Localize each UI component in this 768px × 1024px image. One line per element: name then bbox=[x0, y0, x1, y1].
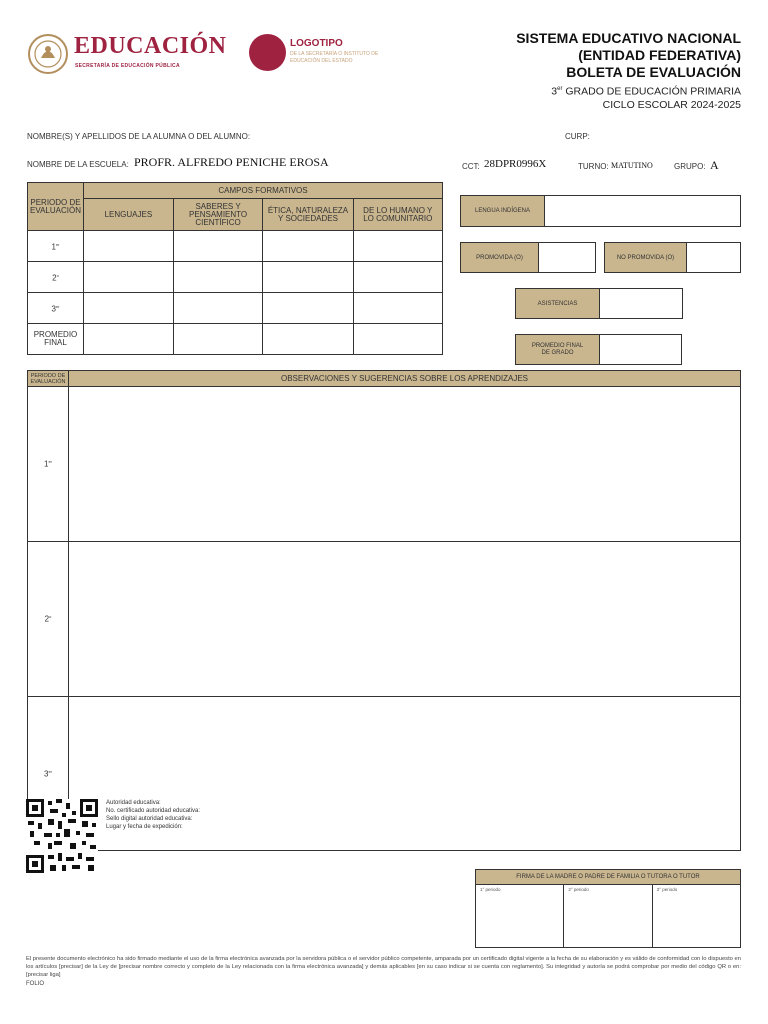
brand-title: EDUCACIÓN bbox=[74, 33, 227, 59]
period-label: 1 bbox=[43, 459, 49, 469]
promovida-label: PROMOVIDA (O) bbox=[476, 254, 523, 261]
period-suffix: er bbox=[48, 459, 52, 465]
cct-label: CCT: bbox=[462, 162, 480, 171]
promedio-final-grado-field[interactable] bbox=[515, 334, 682, 365]
obs-period-1 bbox=[28, 387, 69, 542]
signature-period-2[interactable] bbox=[564, 885, 652, 947]
signature-period-3[interactable] bbox=[653, 885, 740, 947]
grade-cell[interactable] bbox=[173, 262, 263, 293]
observations-table bbox=[27, 370, 741, 851]
period-suffix: er bbox=[55, 303, 60, 309]
promedio-final-row: PROMEDIO FINAL bbox=[28, 324, 84, 355]
signature-period-label: 1° periodo bbox=[480, 887, 501, 892]
period-suffix: o bbox=[56, 272, 59, 278]
period-row-2 bbox=[28, 262, 84, 293]
grade-cell[interactable] bbox=[83, 293, 173, 324]
grade-cell[interactable] bbox=[263, 262, 353, 293]
grade-line bbox=[516, 83, 741, 99]
curp-label: CURP: bbox=[565, 132, 590, 141]
brand-subtitle: SECRETARÍA DE EDUCACIÓN PÚBLICA bbox=[75, 63, 180, 69]
no-promovida-field[interactable] bbox=[604, 242, 741, 273]
period-label: 3 bbox=[43, 769, 49, 779]
promovida-field[interactable] bbox=[460, 242, 596, 273]
grade-cell[interactable] bbox=[83, 231, 173, 262]
asistencias-field[interactable] bbox=[515, 288, 683, 319]
logo-label: LOGOTIPO bbox=[290, 38, 343, 49]
grade-number: 3 bbox=[551, 85, 558, 98]
no-promovida-label-cell bbox=[605, 243, 687, 272]
col-etica: ÉTICA, NATURALEZA Y SOCIEDADES bbox=[263, 199, 353, 231]
grade-cell[interactable] bbox=[173, 324, 263, 355]
title-line-2: (ENTIDAD FEDERATIVA) bbox=[578, 47, 741, 63]
grade-cell[interactable] bbox=[353, 324, 442, 355]
asistencias-label: ASISTENCIAS bbox=[537, 300, 578, 307]
col-lenguajes: LENGUAJES bbox=[83, 199, 173, 231]
signature-period-label: 2° periodo bbox=[568, 887, 589, 892]
place-date-line: Lugar y fecha de expedición: bbox=[106, 824, 183, 830]
grades-table bbox=[27, 182, 443, 355]
turno-label: TURNO: bbox=[578, 162, 609, 171]
school-value: PROFR. ALFREDO PENICHE EROSA bbox=[134, 155, 329, 169]
obs-period-2 bbox=[28, 542, 69, 697]
grade-cell[interactable] bbox=[83, 324, 173, 355]
signature-period-1[interactable] bbox=[476, 885, 564, 947]
signatures-box bbox=[475, 869, 741, 948]
turno-value: MATUTINO bbox=[611, 161, 653, 170]
period-label: 2 bbox=[52, 273, 57, 283]
signatures-header bbox=[476, 870, 740, 885]
title-line-1: SISTEMA EDUCATIVO NACIONAL bbox=[516, 30, 741, 46]
no-promovida-label: NO PROMOVIDA (O) bbox=[616, 254, 675, 261]
promovida-label-cell bbox=[461, 243, 539, 272]
period-row-1 bbox=[28, 231, 84, 262]
promedio-final-label: PROMEDIO FINAL DE GRADO bbox=[531, 342, 584, 356]
period-label: 3 bbox=[51, 304, 56, 314]
grade-cell[interactable] bbox=[353, 262, 442, 293]
document-title-block bbox=[516, 30, 741, 112]
grade-cell[interactable] bbox=[173, 293, 263, 324]
signatures-row bbox=[476, 885, 740, 947]
grade-cell[interactable] bbox=[83, 262, 173, 293]
seal-line: Sello digital autoridad educativa: bbox=[106, 816, 193, 822]
grade-text: GRADO DE EDUCACIÓN PRIMARIA bbox=[565, 85, 741, 98]
grupo-label: GRUPO: bbox=[674, 162, 706, 171]
signature-period-label: 3° periodo bbox=[656, 887, 678, 892]
col-humano: DE LO HUMANO Y LO COMUNITARIO bbox=[353, 199, 442, 231]
certificate-line: No. certificado autoridad educativa: bbox=[106, 808, 201, 814]
authority-line: Autoridad educativa: bbox=[106, 800, 161, 806]
title-line-3: BOLETA DE EVALUACIÓN bbox=[566, 64, 741, 80]
campos-header: CAMPOS FORMATIVOS bbox=[83, 183, 442, 199]
school-label: NOMBRE DE LA ESCUELA: bbox=[27, 160, 129, 169]
legal-notice: El presente documento electrónico ha sido firmado mediante el uso de la firma electrónica avanzada por la servidora pública o el servidor público competente, amparada por un certificado digital vigente a la fecha de su elaboración y es válido de conformidad con lo dispuesto en los artículos [precisar] de la Ley de [precisar nombre correcto y completo de la Ley relacionada con la firma electrónica avanzada] y demás aplicables [en su caso indicar si se cuenta con reglamento]. Su integridad y autoría se podrá comprobar por medio del código QR o en: [precisar liga] bbox=[26, 956, 741, 978]
lengua-indigena-field[interactable] bbox=[460, 195, 741, 227]
grade-cell[interactable] bbox=[353, 293, 442, 324]
lengua-label: LENGUA INDÍGENA bbox=[474, 208, 530, 214]
grade-suffix: er bbox=[557, 86, 563, 92]
sep-logo bbox=[27, 32, 69, 81]
grade-cell[interactable] bbox=[263, 231, 353, 262]
authority-block bbox=[106, 799, 200, 831]
period-suffix: o bbox=[49, 614, 52, 620]
coat-of-arms-icon bbox=[27, 32, 69, 76]
logo-subtitle: DE LA SECRETARÍA O INSTITUTO DE EDUCACIÓN DEL ESTADO bbox=[290, 51, 379, 64]
obs-textarea-1[interactable] bbox=[68, 387, 740, 542]
obs-header: OBSERVACIONES Y SUGERENCIAS SOBRE LOS APRENDIZAJES bbox=[68, 371, 740, 387]
state-logo-placeholder bbox=[249, 34, 286, 71]
period-header: PERIODO DE EVALUACIÓN bbox=[28, 183, 84, 231]
period-label: 2 bbox=[44, 614, 50, 624]
asistencias-label-cell bbox=[516, 289, 600, 318]
obs-textarea-2[interactable] bbox=[68, 542, 740, 697]
lengua-label-cell bbox=[461, 196, 545, 226]
folio-label: FOLIO bbox=[26, 981, 45, 987]
grade-cell[interactable] bbox=[353, 231, 442, 262]
cct-value: 28DPR0996X bbox=[484, 158, 547, 170]
student-name-label: NOMBRE(S) Y APELLIDOS DE LA ALUMNA O DEL ALUMNO: bbox=[27, 132, 251, 141]
qr-code-icon bbox=[26, 799, 98, 873]
grupo-value: A bbox=[710, 158, 719, 172]
period-suffix: er bbox=[55, 241, 60, 247]
grade-cell[interactable] bbox=[263, 293, 353, 324]
grade-cell[interactable] bbox=[263, 324, 353, 355]
period-row-3 bbox=[28, 293, 84, 324]
school-cycle: CICLO ESCOLAR 2024-2025 bbox=[602, 98, 741, 111]
period-suffix: er bbox=[48, 768, 52, 774]
signatures-header-text: FIRMA DE LA MADRE O PADRE DE FAMILIA O TUTORA O TUTOR bbox=[516, 874, 700, 880]
period-label: 1 bbox=[51, 242, 56, 252]
promedio-label-cell bbox=[516, 335, 600, 364]
col-saberes: SABERES Y PENSAMIENTO CIENTÍFICO bbox=[173, 199, 263, 231]
obs-period-header: PERIODO DE EVALUACIÓN bbox=[28, 371, 69, 387]
grade-cell[interactable] bbox=[173, 231, 263, 262]
